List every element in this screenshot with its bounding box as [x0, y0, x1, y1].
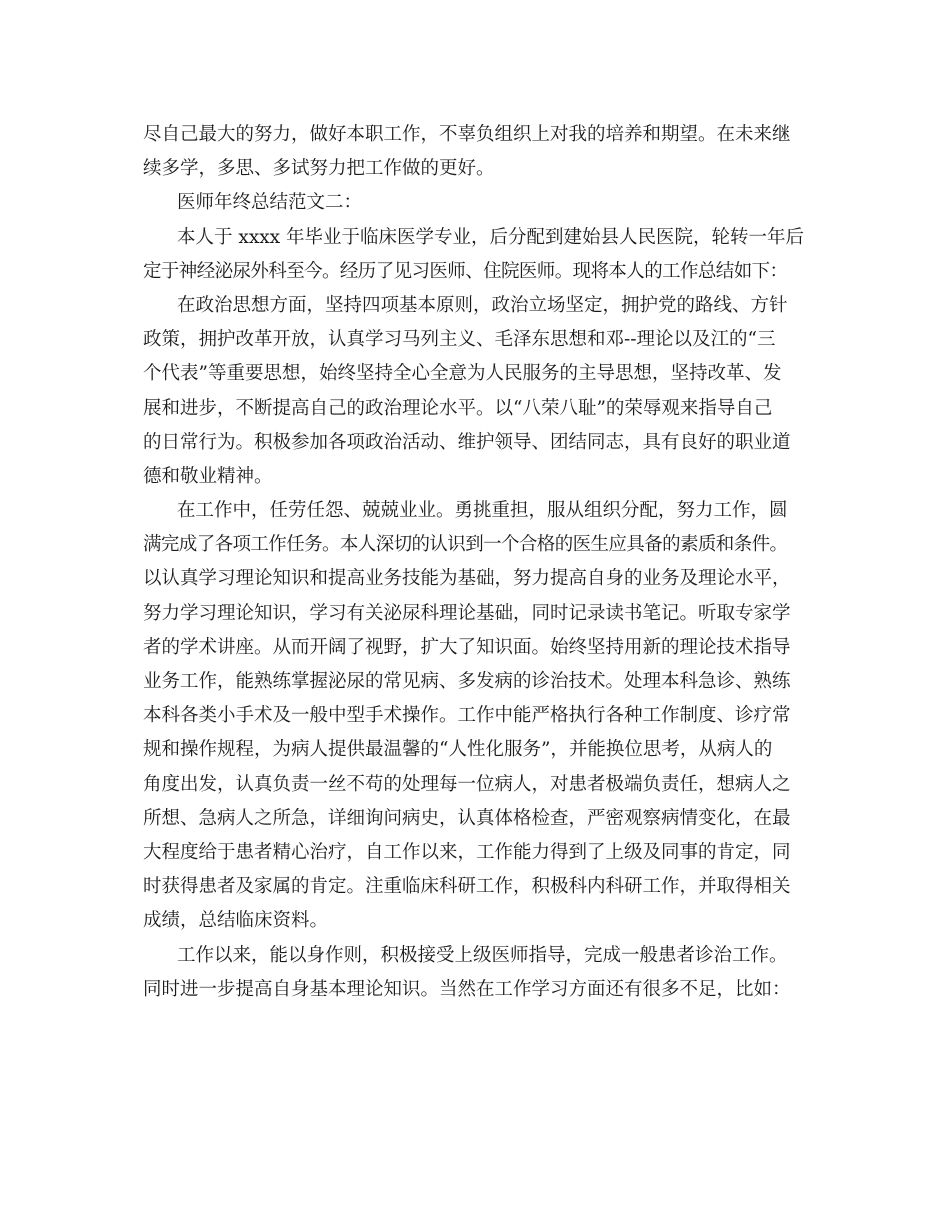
text-line: 在政治思想方面，坚持四项基本原则，政治立场坚定，拥护党的路线、方针	[177, 294, 788, 316]
section-heading: 医师年终总结范文二：	[177, 192, 363, 214]
text-line: 同时进一步提高自身基本理论知识。当然在工作学习方面还有很多不足，比如：	[143, 978, 791, 1000]
text-line: 政策，拥护改革开放，认真学习马列主义、毛泽东思想和邓--理论以及江的“三	[143, 329, 776, 351]
text-line: 展和进步，不断提高自己的政治理论水平。以“八荣八耻”的荣辱观来指导自己	[143, 397, 773, 419]
text-line: 角度出发，认真负责一丝不苟的处理每一位病人，对患者极端负责任，想病人之	[143, 773, 791, 795]
text-line: 续多学，多思、多试努力把工作做的更好。	[143, 158, 495, 180]
text-line: 业务工作，能熟练掌握泌尿的常见病、多发病的诊治技术。处理本科急诊、熟练	[143, 671, 791, 692]
text-line: 成绩，总结临床资料。	[143, 910, 329, 932]
text-line: 定于神经泌尿外科至今。经历了见习医师、住院医师。现将本人的工作总结如下：	[143, 260, 788, 282]
text-line: 满完成了各项工作任务。本人深切的认识到一个合格的医生应具备的素质和条件。	[143, 534, 788, 556]
text-line: 所想、急病人之所急，详细询问病史，认真体格检查，严密观察病情变化，在最	[143, 807, 791, 829]
text-line: 本人于 xxxx 年毕业于临床医学专业，后分配到建始县人民医院，轮转一年后	[177, 226, 804, 248]
text-line: 个代表”等重要思想，始终坚持全心全意为人民服务的主导思想，坚持改革、发	[143, 363, 782, 385]
text-line: 规和操作规程，为病人提供最温馨的“人性化服务”，并能换位思考，从病人的	[143, 739, 773, 761]
text-line: 在工作中，任劳任怨、兢兢业业。勇挑重担，服从组织分配，努力工作，圆	[177, 500, 788, 522]
text-line: 者的学术讲座。从而开阔了视野，扩大了知识面。始终坚持用新的理论技术指导	[143, 636, 791, 658]
text-line: 本科各类小手术及一般中型手术操作。工作中能严格执行各种工作制度、诊疗常	[143, 705, 791, 727]
text-line: 努力学习理论知识，学习有关泌尿科理论基础，同时记录读书笔记。听取专家学	[143, 602, 791, 624]
document-body	[143, 118, 811, 1007]
text-line: 以认真学习理论知识和提高业务技能为基础，努力提高自身的业务及理论水平，	[143, 568, 791, 590]
text-line: 尽自己最大的努力，做好本职工作，不辜负组织上对我的培养和期望。在未来继	[143, 124, 791, 145]
text-line: 工作以来，能以身作则，积极接受上级医师指导，完成一般患者诊治工作。	[177, 944, 788, 966]
text-line: 时获得患者及家属的肯定。注重临床科研工作，积极科内科研工作，并取得相关	[143, 876, 791, 898]
text-line: 德和敬业精神。	[143, 465, 273, 487]
text-line: 大程度给于患者精心治疗，自工作以来，工作能力得到了上级及同事的肯定，同	[143, 841, 791, 863]
text-line: 的日常行为。积极参加各项政治活动、维护领导、团结同志，具有良好的职业道	[143, 431, 791, 453]
